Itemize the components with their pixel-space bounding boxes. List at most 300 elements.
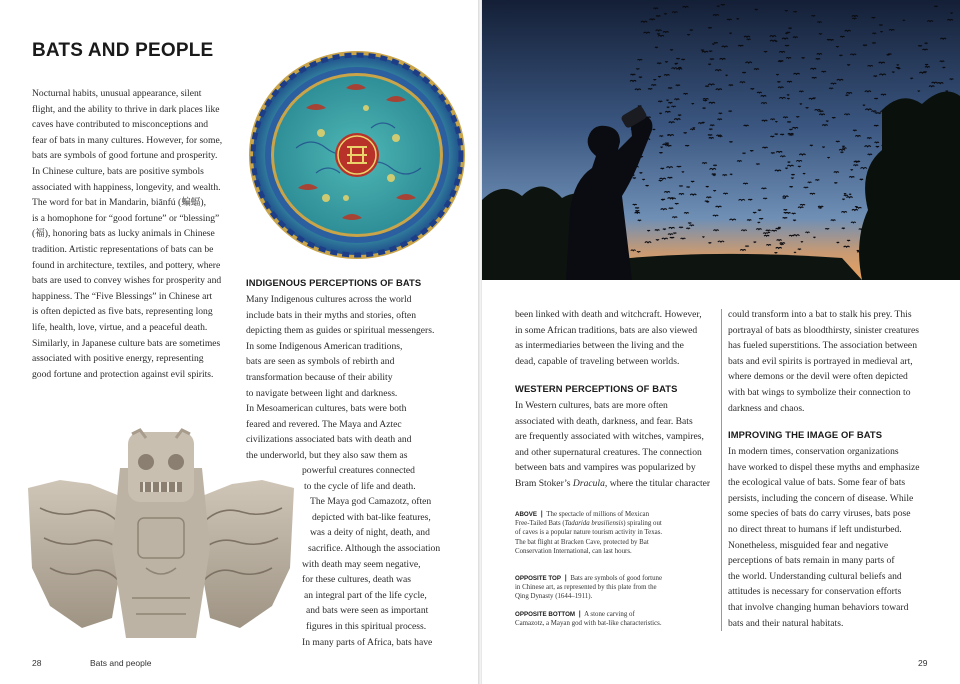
intro-line: associated with happiness, longevity, and wealth.	[32, 181, 221, 193]
improving-line: the world. Understanding cultural beliefs and	[728, 570, 902, 582]
bat-silhouette	[686, 187, 689, 188]
bat-flight-photo	[482, 0, 960, 280]
bat-silhouette	[676, 58, 679, 59]
bat-silhouette	[729, 111, 732, 112]
bat-silhouette	[663, 32, 669, 33]
column3-line: been linked with death and witchcraft. However,	[515, 309, 702, 320]
bat-silhouette	[709, 138, 714, 139]
bat-silhouette	[650, 19, 655, 20]
bat-silhouette	[851, 222, 856, 223]
western-paragraph	[515, 398, 720, 492]
section-heading-western: WESTERN PERCEPTIONS OF BATS	[515, 383, 678, 394]
bat-silhouette	[780, 156, 785, 157]
column4-line: portrayal of bats as bloodthirsty, sinister creatures	[728, 324, 919, 336]
bat-silhouette	[762, 147, 767, 148]
bat-silhouette	[706, 197, 711, 198]
bat-silhouette	[874, 76, 878, 77]
bat-silhouette	[753, 212, 756, 213]
bat-silhouette	[718, 119, 722, 120]
bat-silhouette	[779, 61, 784, 62]
bat-silhouette	[750, 151, 753, 152]
bat-silhouette	[705, 201, 708, 202]
caption-above	[515, 510, 665, 556]
western-line: and other supernatural creatures. The connection	[515, 446, 702, 458]
bat-silhouette	[784, 212, 788, 213]
bat-silhouette	[723, 175, 727, 176]
caption-opposite-top	[515, 574, 665, 602]
bat-silhouette	[796, 160, 802, 161]
page-title: BATS AND PEOPLE	[32, 40, 214, 61]
intro-line: found in architecture, textiles, and pottery, where	[32, 259, 221, 271]
bat-silhouette	[668, 102, 672, 103]
section-heading-indigenous: INDIGENOUS PERCEPTIONS OF BATS	[246, 277, 422, 288]
indigenous-line: Many Indigenous cultures across the world	[246, 294, 412, 305]
bat-silhouette	[757, 92, 762, 93]
bat-silhouette	[793, 37, 798, 38]
bat-silhouette	[840, 36, 844, 37]
bat-silhouette	[850, 54, 856, 55]
bat-silhouette	[764, 51, 767, 52]
bat-silhouette	[777, 240, 782, 241]
improving-line: that involve changing human behaviors toward	[728, 601, 909, 613]
bat-silhouette	[683, 93, 687, 94]
bat-silhouette	[871, 111, 876, 112]
intro-paragraph	[32, 86, 237, 382]
bat-silhouette	[656, 16, 660, 17]
bat-silhouette	[793, 12, 796, 13]
bat-silhouette	[832, 117, 835, 118]
bat-silhouette	[648, 89, 652, 90]
bat-silhouette	[771, 153, 775, 154]
bat-silhouette	[852, 18, 856, 19]
bat-silhouette	[690, 225, 694, 226]
bat-silhouette	[875, 113, 878, 114]
bat-silhouette	[799, 91, 803, 92]
bat-silhouette	[635, 211, 639, 212]
indigenous-wrap-line: was a deity of night, death, and	[310, 527, 430, 539]
bat-silhouette	[792, 127, 798, 128]
bat-silhouette	[827, 39, 831, 40]
caption-text: A stone carving of Camazotz, a Mayan god with bat-like characteristics.	[515, 611, 662, 628]
bat-silhouette	[817, 22, 821, 23]
column3-paragraph	[515, 307, 720, 369]
bat-silhouette	[764, 235, 769, 236]
bat-silhouette	[810, 68, 816, 69]
bat-silhouette	[842, 228, 845, 229]
caption-label: OPPOSITE TOP	[515, 575, 561, 582]
bat-silhouette	[940, 38, 946, 39]
improving-line: have worked to dispel these myths and emphasize	[728, 461, 920, 473]
western-line: In Western cultures, bats are more often	[515, 400, 668, 411]
bat-silhouette	[831, 220, 836, 221]
intro-line: caves have contributed to misconceptions and	[32, 119, 209, 131]
bat-silhouette	[729, 142, 732, 143]
bat-silhouette	[788, 28, 791, 29]
bat-silhouette	[846, 93, 852, 94]
indigenous-wrap-line: The Maya god Camazotz, often	[310, 496, 432, 508]
bat-silhouette	[876, 146, 879, 147]
bat-silhouette	[738, 45, 743, 46]
bat-silhouette	[635, 208, 639, 209]
bat-silhouette	[875, 142, 879, 143]
bat-silhouette	[761, 103, 767, 104]
bat-silhouette	[708, 135, 712, 136]
bat-silhouette	[927, 21, 933, 22]
improving-line: perceptions of bats remain in many parts of	[728, 555, 895, 567]
bat-silhouette	[798, 207, 803, 208]
bat-silhouette	[678, 115, 681, 116]
bat-silhouette	[721, 4, 725, 5]
bat-silhouette	[685, 145, 689, 146]
bat-silhouette	[710, 125, 714, 126]
bat-silhouette	[745, 246, 749, 247]
indigenous-line: include bats in their myths and stories, often	[246, 309, 416, 321]
bat-silhouette	[672, 217, 677, 218]
bat-silhouette	[633, 204, 637, 205]
indigenous-wrap-line: an integral part of the life cycle,	[304, 589, 427, 601]
bat-silhouette	[818, 206, 823, 207]
indigenous-line: the underworld, but they also saw them as	[246, 449, 408, 461]
improving-line: some species of bats do carry viruses, bats pose	[728, 508, 911, 520]
bat-silhouette	[844, 195, 848, 196]
bat-silhouette	[671, 106, 675, 107]
bat-silhouette	[631, 74, 636, 75]
bat-silhouette	[783, 218, 788, 219]
bat-silhouette	[853, 165, 858, 166]
bat-silhouette	[686, 228, 690, 229]
bat-silhouette	[714, 43, 718, 44]
western-last-line-pre: Bram Stoker’s	[515, 477, 573, 489]
intro-line: life, health, love, virtue, and a peaceful death.	[32, 321, 208, 333]
page-number-left: 28	[32, 658, 42, 668]
bat-silhouette	[923, 72, 926, 73]
bat-silhouette	[822, 71, 826, 72]
bat-silhouette	[841, 212, 846, 213]
bat-silhouette	[743, 183, 748, 184]
bat-silhouette	[758, 210, 761, 211]
bat-silhouette	[844, 114, 849, 115]
bat-silhouette	[664, 192, 670, 193]
bat-silhouette	[940, 61, 945, 62]
caption-separator: |	[540, 511, 543, 518]
bat-silhouette	[874, 125, 878, 126]
bat-silhouette	[631, 250, 636, 251]
bat-silhouette	[853, 130, 857, 131]
intro-line: good fortune and protection against evil spirits.	[32, 368, 214, 380]
bat-silhouette	[822, 125, 827, 126]
column4-line: bats and evil spirits is portrayed in medieval art,	[728, 355, 913, 367]
intro-line: The word for bat in Mandarin, biānfú (蝙蝠),	[32, 197, 206, 209]
bat-silhouette	[679, 194, 684, 195]
indigenous-line: civilizations associated bats with death and	[246, 434, 412, 446]
bat-silhouette	[836, 141, 840, 142]
bat-silhouette	[783, 117, 788, 118]
indigenous-line: feared and revered. The Maya and Aztec	[246, 418, 402, 430]
bat-silhouette	[819, 114, 824, 115]
bat-silhouette	[681, 59, 684, 60]
bat-silhouette	[703, 100, 707, 101]
bat-silhouette	[808, 182, 812, 183]
improving-paragraph	[728, 444, 953, 631]
bat-silhouette	[763, 198, 767, 199]
bat-silhouette	[681, 238, 686, 239]
caption-separator: |	[578, 611, 581, 618]
bat-silhouette	[679, 227, 683, 228]
bat-silhouette	[665, 143, 669, 144]
bat-silhouette	[683, 6, 689, 7]
indigenous-wrap-line: figures in this spiritual process.	[306, 620, 427, 632]
intro-line: bats are used to convey wishes for prosperity and	[32, 275, 222, 287]
bat-silhouette	[654, 8, 659, 9]
indigenous-wrap-line: powerful creatures connected	[302, 465, 415, 476]
section-heading-improving: IMPROVING THE IMAGE OF BATS	[728, 429, 883, 440]
bat-silhouette	[744, 125, 749, 126]
bat-silhouette	[751, 89, 755, 90]
bat-silhouette	[834, 172, 839, 173]
indigenous-wrap-line: with death may seem negative,	[302, 558, 421, 570]
bat-silhouette	[868, 65, 873, 66]
bat-silhouette	[854, 161, 859, 162]
bat-silhouette	[863, 45, 867, 46]
bat-silhouette	[829, 88, 833, 89]
bat-silhouette	[638, 59, 643, 60]
bat-silhouette	[637, 251, 640, 252]
bat-silhouette	[763, 233, 768, 234]
indigenous-line: In Mesoamerican cultures, bats were both	[246, 403, 407, 415]
bat-silhouette	[659, 180, 663, 181]
bat-silhouette	[766, 230, 771, 231]
caption-species-name: Tadarida brasiliensis	[564, 520, 624, 528]
bat-silhouette	[775, 134, 778, 135]
bat-silhouette	[659, 136, 663, 137]
bat-silhouette	[896, 67, 900, 68]
bat-silhouette	[929, 86, 934, 87]
improving-line: no direct threat to humans if left undisturbed.	[728, 523, 902, 535]
bat-silhouette	[825, 228, 829, 229]
bat-silhouette	[740, 250, 746, 251]
bat-silhouette	[790, 187, 793, 188]
caption-opposite-bottom	[515, 610, 665, 628]
bat-silhouette	[691, 181, 694, 182]
bat-silhouette	[771, 230, 776, 231]
indigenous-line: bats are seen as symbols of rebirth and	[246, 356, 395, 368]
bat-silhouette	[677, 166, 681, 167]
bat-silhouette	[708, 28, 712, 29]
bat-silhouette	[672, 12, 677, 13]
bat-silhouette	[674, 99, 679, 100]
bat-silhouette	[713, 15, 719, 16]
bat-silhouette	[670, 237, 674, 238]
running-head: Bats and people	[90, 658, 152, 668]
bat-silhouette	[804, 187, 808, 188]
bat-silhouette	[918, 46, 922, 47]
bat-silhouette	[688, 223, 691, 224]
bat-silhouette	[713, 165, 716, 166]
bat-silhouette	[867, 138, 871, 139]
western-line: between bats and vampires was popularized by	[515, 462, 696, 474]
improving-line: bats and their natural habitats.	[728, 617, 844, 629]
western-line: are frequently associated with witches, vampires,	[515, 431, 704, 443]
bat-silhouette	[784, 210, 788, 211]
bat-silhouette	[703, 99, 708, 100]
intro-line: flight, and the ability to thrive in dark places like	[32, 103, 220, 115]
bat-silhouette	[819, 208, 822, 209]
bat-silhouette	[800, 204, 805, 205]
intro-line: is a homophone for “good fortune” or “blessing”	[32, 212, 220, 224]
indigenous-wrap-line: depicted with bat-like features,	[312, 511, 431, 523]
bat-silhouette	[816, 59, 820, 60]
bat-silhouette	[747, 220, 751, 221]
bat-silhouette	[922, 49, 927, 50]
bat-silhouette	[770, 119, 774, 120]
bat-silhouette	[676, 85, 680, 86]
bat-silhouette	[655, 230, 660, 231]
bat-silhouette	[737, 161, 741, 162]
intro-line: tradition. Artistic representations of bats can be	[32, 243, 214, 255]
bat-silhouette	[690, 129, 694, 130]
bat-silhouette	[754, 69, 759, 70]
bat-silhouette	[786, 57, 791, 58]
bat-silhouette	[662, 199, 665, 200]
improving-line: Nonetheless, misguided fear and negative	[728, 539, 889, 551]
bat-silhouette	[872, 43, 875, 44]
indigenous-line: depicting them as guides or spiritual messengers.	[246, 325, 435, 337]
bat-silhouette	[723, 193, 727, 194]
bat-silhouette	[783, 196, 788, 197]
caption-text: ) spiraling out of caves is a popular nature tourism activity in Texas. The bat flight at Bracken Cave, protected by Bat Conservation International, can last hours.	[515, 520, 663, 555]
caption-label: ABOVE	[515, 511, 538, 518]
bat-silhouette	[868, 154, 872, 155]
bat-silhouette	[729, 85, 733, 86]
bat-silhouette	[710, 59, 714, 60]
bat-silhouette	[874, 98, 877, 99]
column3-line: dead, capable of traveling between worlds.	[515, 355, 680, 367]
bat-silhouette	[705, 86, 709, 87]
bat-silhouette	[872, 17, 876, 18]
bat-silhouette	[779, 51, 784, 52]
bat-silhouette	[716, 206, 722, 207]
bat-silhouette	[658, 35, 664, 36]
bat-silhouette	[651, 85, 656, 86]
indigenous-line: transformation because of their ability	[246, 371, 393, 383]
bat-silhouette	[881, 94, 886, 95]
western-last-line-post: , where the titular character	[604, 477, 711, 489]
bat-silhouette	[748, 199, 752, 200]
page-number-right: 29	[918, 658, 928, 668]
bat-silhouette	[669, 227, 675, 228]
bat-silhouette	[762, 120, 767, 121]
bat-silhouette	[805, 232, 809, 233]
improving-line: persists, including the concern of disease. While	[728, 492, 914, 504]
bat-silhouette	[673, 233, 676, 234]
column4-line: could transform into a bat to stalk his prey. This	[728, 309, 912, 320]
bat-silhouette	[727, 19, 732, 20]
bat-silhouette	[719, 113, 722, 114]
bat-silhouette	[810, 193, 815, 194]
bat-silhouette	[633, 178, 636, 179]
bat-silhouette	[761, 96, 766, 97]
bat-silhouette	[776, 228, 781, 229]
bat-silhouette	[756, 229, 761, 230]
bat-silhouette	[638, 106, 642, 107]
bat-silhouette	[656, 240, 659, 241]
bat-silhouette	[668, 88, 672, 89]
bat-silhouette	[636, 69, 639, 70]
bat-silhouette	[664, 75, 669, 76]
bat-silhouette	[666, 145, 671, 146]
indigenous-paragraph-wrap	[302, 463, 478, 650]
bat-silhouette	[679, 186, 683, 187]
bat-silhouette	[759, 218, 763, 219]
intro-line: Nocturnal habits, unusual appearance, silent	[32, 88, 202, 99]
bat-silhouette	[792, 213, 796, 214]
bat-silhouette	[709, 129, 712, 130]
bat-silhouette	[849, 177, 854, 178]
bat-silhouette	[798, 249, 801, 250]
bat-silhouette	[812, 77, 817, 78]
column3-line: as intermediaries between the living and the	[515, 340, 684, 352]
column-divider	[721, 309, 722, 631]
bat-silhouette	[815, 180, 819, 181]
bat-silhouette	[855, 136, 860, 137]
column4-line: has fueled superstitions. The association between	[728, 340, 917, 352]
indigenous-wrap-line: In many parts of Africa, bats have	[302, 636, 433, 648]
bat-silhouette	[791, 174, 794, 175]
intro-line: fear of bats in many cultures. However, for some,	[32, 134, 223, 146]
improving-line: the ecological value of bats. Some fear of bats	[728, 477, 906, 489]
bat-silhouette	[934, 6, 937, 7]
intro-line: (福), honoring bats as lucky animals in Chinese	[32, 228, 215, 240]
bat-silhouette	[831, 83, 836, 84]
bat-silhouette	[669, 208, 673, 209]
bat-silhouette	[658, 101, 662, 102]
bat-silhouette	[659, 153, 662, 154]
bat-silhouette	[756, 164, 759, 165]
column4-line: darkness and chaos.	[728, 402, 805, 414]
bat-silhouette	[668, 177, 673, 178]
bat-silhouette	[665, 111, 670, 112]
bat-silhouette	[766, 245, 771, 246]
caption-text: Bats are symbols of good fortune in Chinese art, as represented by this plate from the Qing Dynasty (1644–1911).	[515, 575, 663, 601]
bat-silhouette	[740, 82, 745, 83]
bat-silhouette	[713, 230, 718, 231]
bat-silhouette	[741, 230, 746, 231]
book-title-dracula: Dracula	[572, 477, 605, 489]
bat-silhouette	[716, 135, 721, 136]
bat-silhouette	[701, 50, 704, 51]
bat-silhouette	[888, 54, 892, 55]
bat-silhouette	[638, 220, 641, 221]
intro-line: In Chinese culture, bats are positive symbols	[32, 165, 204, 177]
indigenous-wrap-line: and bats were seen as important	[306, 605, 429, 617]
bat-silhouette	[778, 87, 783, 88]
qing-dynasty-bat-plate	[246, 48, 468, 262]
bat-silhouette	[783, 198, 786, 199]
intro-line: bats are symbols of good fortune and prosperity.	[32, 150, 218, 162]
bat-silhouette	[747, 39, 751, 40]
indigenous-line: to navigate between light and darkness.	[246, 387, 398, 399]
bat-silhouette	[742, 72, 745, 73]
bat-silhouette	[785, 45, 789, 46]
indigenous-wrap-line: to the cycle of life and death.	[304, 480, 416, 492]
caption-text: The spectacle of millions of Mexican Free-Tailed Bats (	[515, 511, 650, 528]
bat-silhouette	[842, 148, 846, 149]
bat-silhouette	[635, 212, 640, 213]
column3-line: in some African traditions, bats are also viewed	[515, 324, 698, 336]
bat-silhouette	[811, 16, 815, 17]
caption-separator: |	[564, 575, 567, 582]
bat-silhouette	[684, 213, 689, 214]
